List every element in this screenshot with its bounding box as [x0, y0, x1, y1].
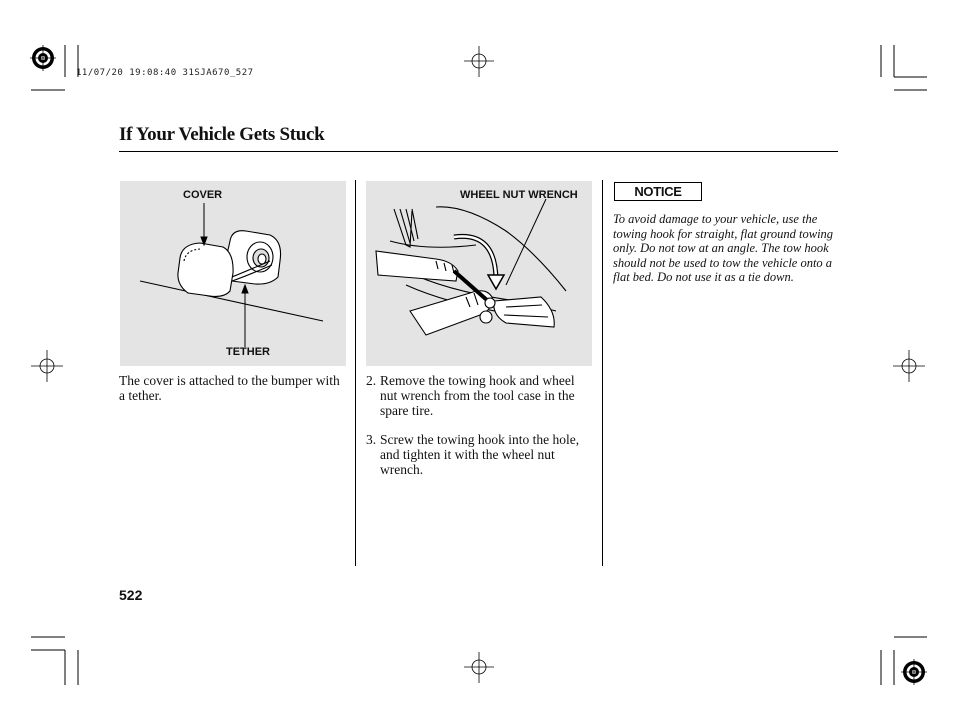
step-number: 2. [366, 373, 377, 388]
notice-text: To avoid damage to your vehicle, use the towing hook for straight, flat ground towing only. Do not tow at an angle. The tow hook should not be used to tow the vehicle onto a flat bed. Do not use it as a tie down. [613, 212, 834, 285]
cover-label: COVER [183, 189, 223, 201]
notice-badge: NOTICE [614, 182, 702, 201]
step-text: Screw the towing hook into the hole, and tighten it with the wheel nut wrench. [380, 432, 580, 477]
step-number: 3. [366, 432, 377, 447]
figure-bumper-cover [120, 181, 346, 366]
wrench-illustration [366, 181, 592, 366]
section-title: If Your Vehicle Gets Stuck [119, 124, 325, 145]
registration-target-icon [30, 45, 56, 71]
registration-target-icon [901, 659, 927, 685]
cover-caption: The cover is attached to the bumper with a tether. [119, 373, 340, 403]
column-divider [602, 180, 603, 566]
wrench-label: WHEEL NUT WRENCH [460, 189, 578, 201]
column-divider [355, 180, 356, 566]
page-number: 522 [119, 587, 143, 603]
figure-wheel-nut-wrench [366, 181, 592, 366]
print-stamp: 11/07/20 19:08:40 31SJA670_527 [76, 68, 254, 78]
bumper-cover-illustration [120, 181, 346, 366]
title-rule [119, 151, 838, 152]
tether-label: TETHER [226, 346, 270, 358]
step-text: Remove the towing hook and wheel nut wrench from the tool case in the spare tire. [380, 373, 575, 418]
